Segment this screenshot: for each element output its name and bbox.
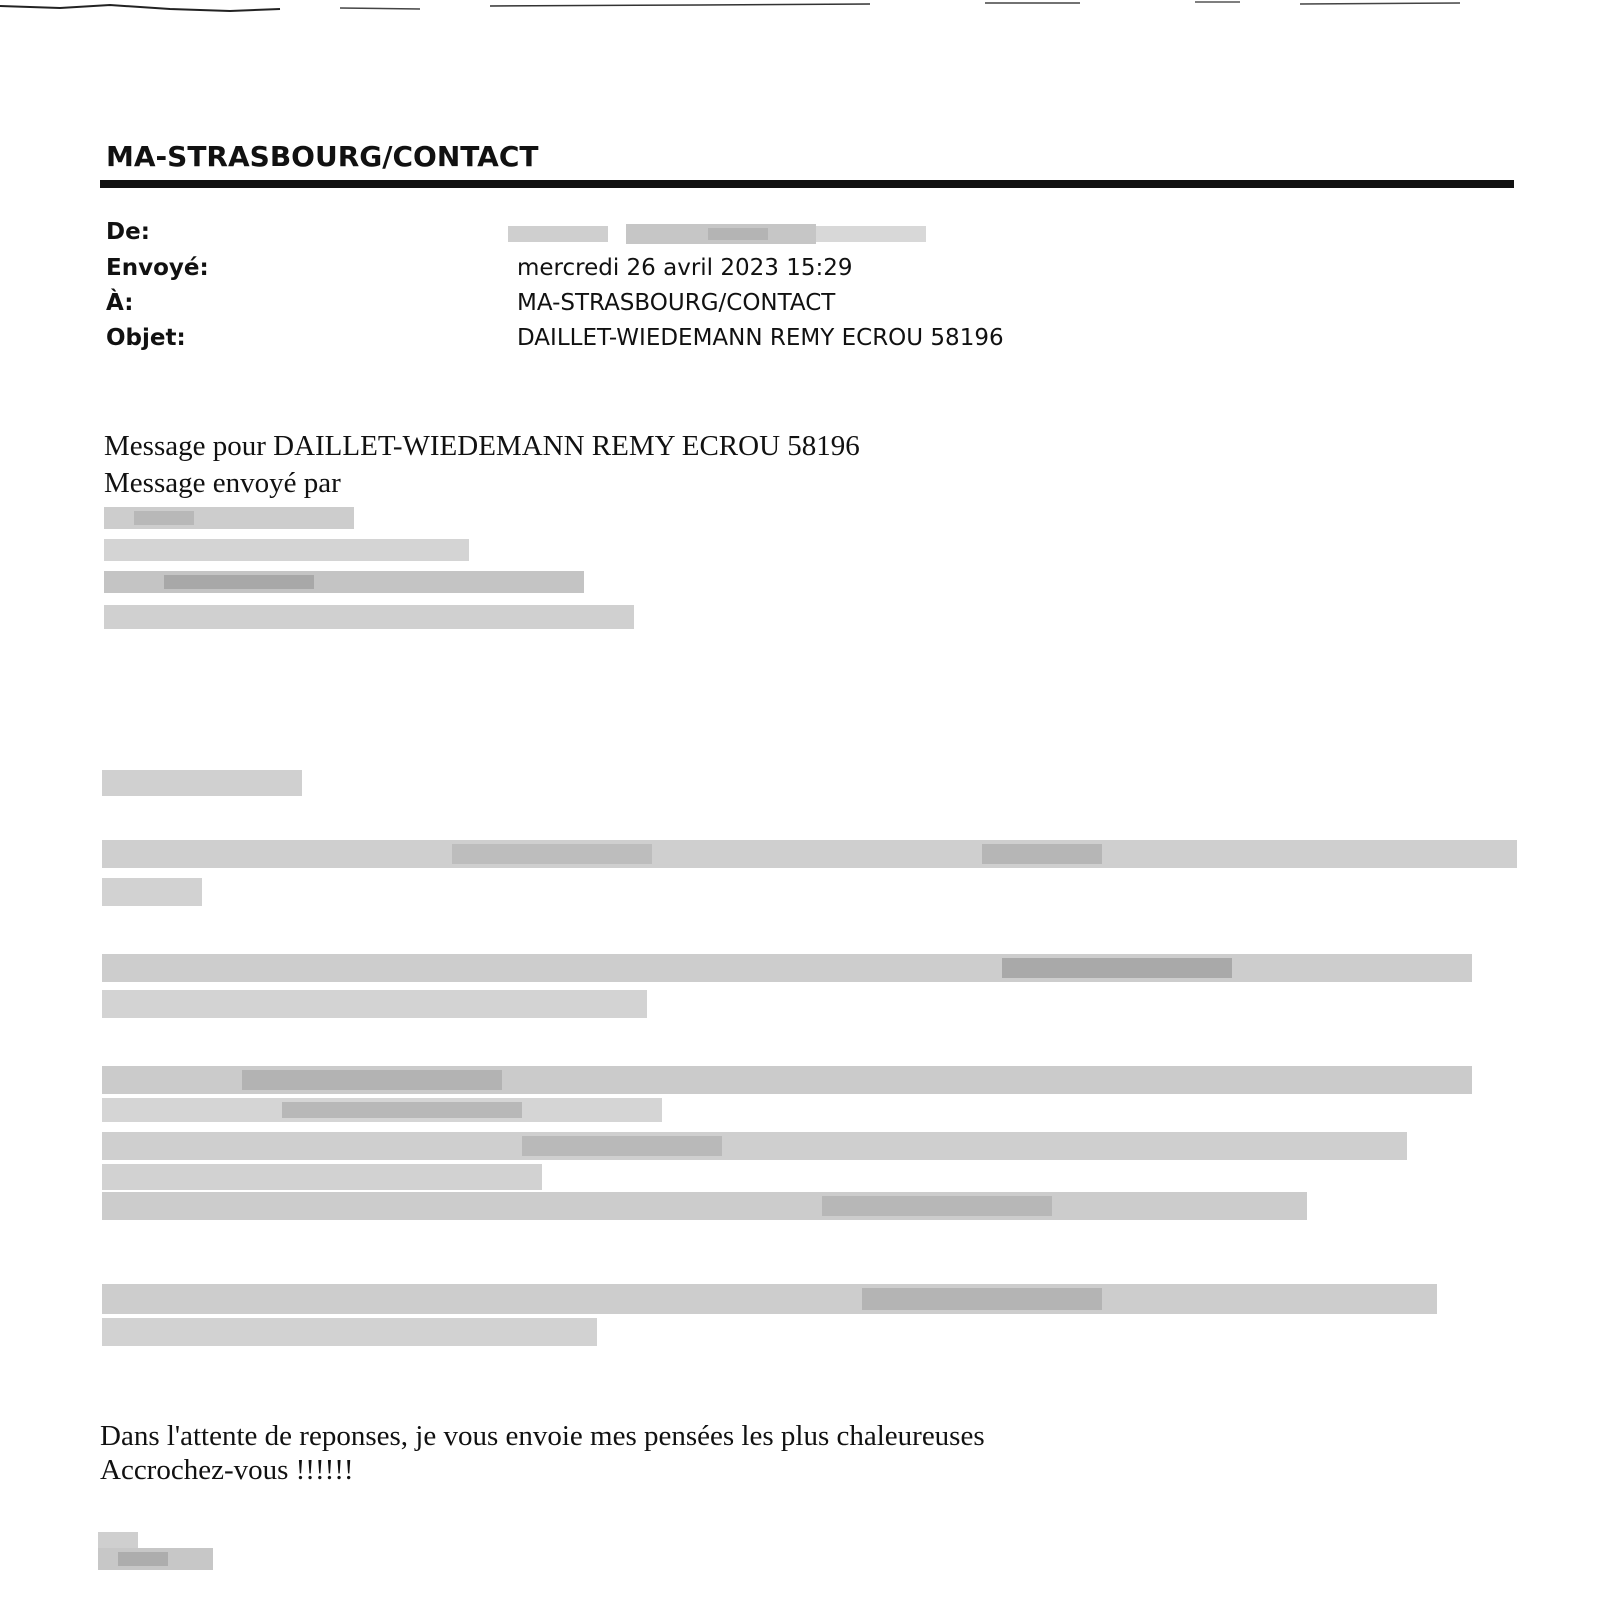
message-sender-line: Message envoyé par xyxy=(104,467,341,499)
message-recipient-line: Message pour DAILLET-WIEDEMANN REMY ECROU 58196 xyxy=(104,430,860,462)
scan-edge-artifacts xyxy=(0,0,1600,16)
sender-address-redacted xyxy=(104,505,644,655)
sent-value: mercredi 26 avril 2023 15:29 xyxy=(517,255,853,281)
body-paragraph-1-redacted xyxy=(102,838,1522,918)
subject-label: Objet: xyxy=(106,325,186,351)
from-label: De: xyxy=(106,219,150,245)
signature-redacted xyxy=(98,1528,228,1578)
mailbox-title: MA-STRASBOURG/CONTACT xyxy=(106,140,539,173)
body-paragraph-3-redacted xyxy=(102,1064,1522,1254)
subject-value: DAILLET-WIEDEMANN REMY ECROU 58196 xyxy=(517,325,1004,351)
sent-label: Envoyé: xyxy=(106,255,209,281)
body-paragraph-4-redacted xyxy=(102,1282,1522,1362)
body-paragraph-2-redacted xyxy=(102,952,1522,1032)
greeting-redacted xyxy=(102,768,312,802)
to-label: À: xyxy=(106,290,134,316)
closing-line-1: Dans l'attente de reponses, je vous envoie mes pensées les plus chaleureuses xyxy=(100,1420,985,1452)
from-value-redacted xyxy=(508,222,938,248)
to-value: MA-STRASBOURG/CONTACT xyxy=(517,290,836,316)
closing-line-2: Accrochez-vous !!!!!! xyxy=(100,1454,354,1486)
title-divider xyxy=(100,180,1514,188)
